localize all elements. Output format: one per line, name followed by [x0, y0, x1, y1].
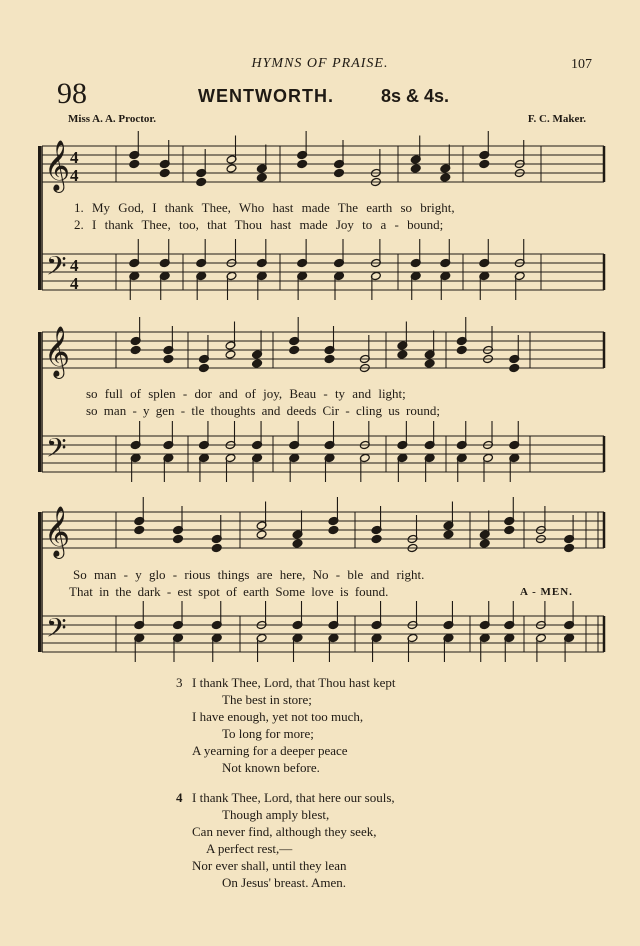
alto-note — [440, 173, 451, 182]
verse-3-number: 3 — [176, 675, 183, 690]
alto-note — [443, 530, 454, 539]
system1-verse1-lyrics: 1. My God, I thank Thee, Who hast made The earth so bright, — [74, 200, 455, 215]
author-credit: Miss A. A. Proctor. — [68, 113, 156, 125]
bass-clef-icon: 𝄢 — [46, 432, 67, 470]
alto-note — [410, 164, 421, 173]
alto-note — [130, 345, 141, 354]
alto-note — [479, 539, 490, 548]
page-number: 107 — [571, 57, 592, 72]
alto-note — [252, 359, 263, 368]
verse-4-line-5: Nor ever shall, until they lean — [192, 858, 347, 873]
time-signature-lower: 4 — [70, 274, 79, 293]
alto-note — [289, 345, 300, 354]
hymn-number: 98 — [57, 77, 87, 110]
treble-clef-icon: 𝄞 — [44, 326, 71, 377]
verse-4-line-6: On Jesus' breast. Amen. — [222, 875, 347, 890]
alto-note — [256, 530, 267, 539]
bass-clef-icon: 𝄢 — [46, 250, 67, 288]
composer-credit: F. C. Maker. — [527, 113, 586, 125]
system3-verse1-lyrics: So man - y glo - rious things are here, No - ble and right. — [73, 567, 425, 582]
verse-4-line-4: A perfect rest,— — [206, 841, 293, 856]
amen-label: A - MEN. — [520, 586, 573, 598]
time-signature-lower: 4 — [70, 166, 79, 185]
verse-4-number: 4 — [176, 790, 183, 805]
verse-3-line-4: To long for more; — [222, 726, 314, 741]
verse-4-line-3: Can never find, although they seek, — [192, 824, 377, 839]
verse-3-line-5: A yearning for a deeper peace — [192, 743, 348, 758]
time-signature-upper: 4 — [70, 148, 79, 167]
treble-clef-icon: 𝄞 — [44, 140, 71, 191]
bass-clef-icon: 𝄢 — [46, 612, 67, 650]
alto-note — [371, 534, 382, 543]
verse-3-line-6: Not known before. — [222, 760, 320, 775]
alto-note — [328, 525, 339, 534]
alto-note — [456, 345, 467, 354]
alto-note — [504, 525, 515, 534]
alto-note — [129, 159, 140, 168]
alto-note — [196, 177, 207, 186]
alto-note — [334, 168, 345, 177]
verse-4-line-2: Though amply blest, — [222, 807, 330, 822]
time-signature-upper: 4 — [70, 256, 79, 275]
system1-verse2-lyrics: 2. I thank Thee, too, that Thou hast made Joy to a - bound; — [74, 217, 444, 232]
alto-note — [397, 350, 408, 359]
alto-note — [198, 363, 209, 372]
system-brace — [38, 146, 41, 290]
system2-verse2-lyrics: so man - y gen - tle thoughts and deeds Cir - cling us round; — [86, 403, 440, 418]
verse-4-line-1: I thank Thee, Lord, that here our souls, — [192, 790, 395, 805]
alto-note — [225, 350, 236, 359]
system-brace — [38, 332, 41, 472]
alto-note — [479, 159, 490, 168]
alto-note — [211, 543, 222, 552]
alto-note — [159, 168, 170, 177]
system-brace — [38, 512, 41, 652]
verse-3-line-3: I have enough, yet not too much, — [192, 709, 364, 724]
alto-note — [297, 159, 308, 168]
alto-note — [424, 359, 435, 368]
alto-note — [226, 164, 237, 173]
alto-note — [134, 525, 145, 534]
verse-3-line-2: The best in store; — [222, 692, 312, 707]
system2-verse1-lyrics: so full of splen - dor and of joy, Beau - ty and light; — [86, 386, 406, 401]
verse-3-line-1: I thank Thee, Lord, that Thou hast kept — [192, 675, 396, 690]
alto-note — [256, 173, 267, 182]
tune-name: WENTWORTH. — [198, 86, 334, 106]
alto-note — [564, 543, 575, 552]
alto-note — [163, 354, 174, 363]
system3-verse2-lyrics: That in the dark - est spot of earth Some love is found. — [69, 584, 389, 599]
running-header: HYMNS OF PRAISE. — [251, 56, 389, 71]
treble-clef-icon: 𝄞 — [44, 506, 71, 557]
alto-note — [292, 539, 303, 548]
alto-note — [324, 354, 335, 363]
alto-note — [509, 363, 520, 372]
meter: 8s & 4s. — [381, 86, 450, 106]
alto-note — [173, 534, 184, 543]
